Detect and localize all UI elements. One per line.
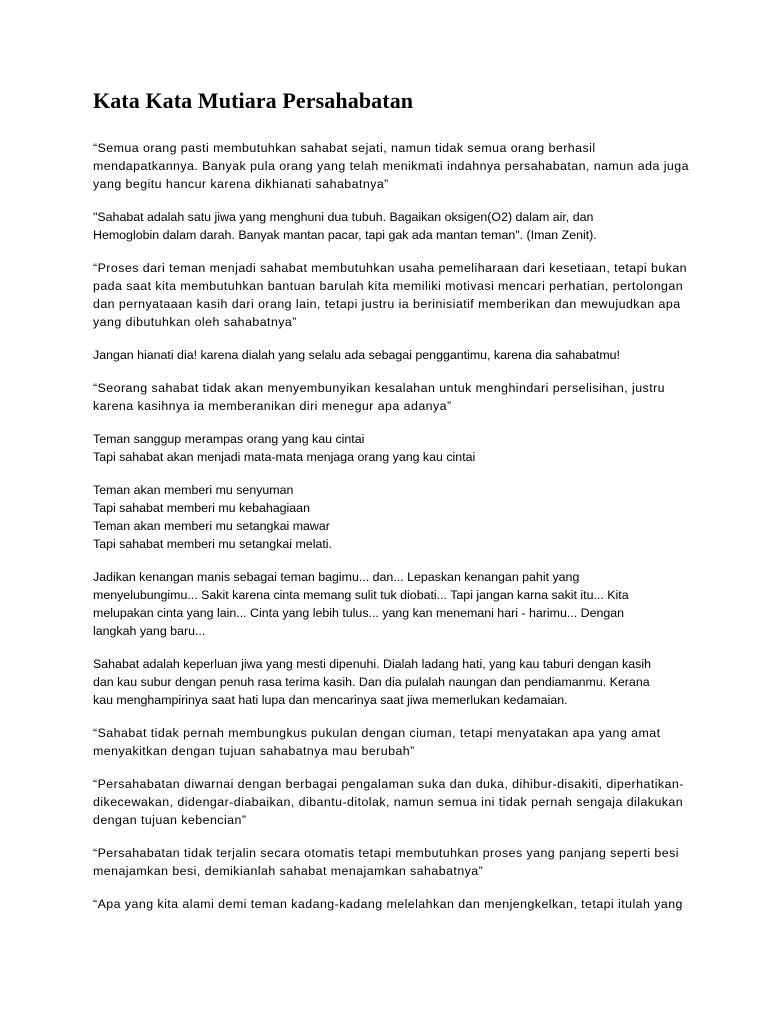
quote-paragraph [93, 895, 683, 913]
paragraph-line: "Sahabat adalah satu jiwa yang menghuni dua tubuh. Bagaikan oksigen(O2) dalam air, dan [93, 210, 594, 224]
paragraph-line: Teman akan memberi mu setangkai mawar [93, 519, 330, 533]
paragraph-line: “Persahabatan tidak terjalin secara otomatis tetapi membutuhkan proses yang panjang seperti besi [93, 846, 679, 860]
paragraph-line: Tapi sahabat memberi mu kebahagiaan [93, 501, 310, 515]
document-content [93, 88, 689, 928]
paragraph-line: Teman akan memberi mu senyuman [93, 483, 294, 497]
paragraph-line: “Semua orang pasti membutuhkan sahabat sejati, namun tidak semua orang berhasil [93, 141, 596, 155]
paragraph-line: yang dibutuhkan oleh sahabatnya” [93, 315, 297, 329]
quote-paragraph [93, 844, 683, 880]
paragraph-line: Hemoglobin dalam darah. Banyak mantan pacar, tapi gak ada mantan teman". (Iman Zenit). [93, 228, 597, 242]
paragraph-line: dengan tujuan kebencian” [93, 813, 247, 827]
page-title: Kata Kata Mutiara Persahabatan [93, 88, 414, 113]
paragraph-line: dan kau subur dengan penuh rasa terima kasih. Dan dia pulalah naungan dan pendiamanmu. Kerana [93, 675, 650, 689]
paragraph-list [93, 139, 689, 913]
paragraph-line: melupakan cinta yang lain... Cinta yang lebih tulus... yang kan menemani hari - harimu... Dengan [93, 606, 625, 620]
paragraph-line: karena kasihnya ia memberanikan diri menegur apa adanya” [93, 399, 452, 413]
quote-paragraph [93, 259, 688, 331]
paragraph-line: “Persahabatan diwarnai dengan berbagai pengalaman suka dan duka, dihibur-disakiti, diperhatikan- [93, 777, 684, 791]
paragraph-line: dikecewakan, didengar-diabaikan, dibantu-ditolak, namun semua ini tidak pernah sengaja dilakukan [93, 795, 684, 809]
paragraph-line: yang begitu hancur karena dikhianati sahabatnya” [93, 177, 389, 191]
paragraph-line: Sahabat adalah keperluan jiwa yang mesti dipenuhi. Dialah ladang hati, yang kau taburi dengan kasih [93, 657, 651, 671]
paragraph-line: pada saat kita membutuhkan bantuan barulah kita memiliki motivasi mencari perhatian, pertolongan [93, 279, 684, 293]
quote-paragraph [93, 724, 683, 760]
paragraph-line: Tapi sahabat memberi mu setangkai melati. [93, 537, 332, 551]
paragraph-line: “Seorang sahabat tidak akan menyembunyikan kesalahan untuk menghindari perselisihan, justru [93, 381, 666, 395]
paragraph-line: dan pernyataaan kasih dari orang lain, tetapi justru ia berinisiatif memberikan dan mewujudkan apa [93, 297, 681, 311]
quote-paragraph [93, 139, 689, 193]
quote-paragraph [93, 430, 683, 466]
paragraph-line: Jadikan kenangan manis sebagai teman bagimu... dan... Lepaskan kenangan pahit yang [93, 570, 580, 584]
quote-paragraph [93, 655, 683, 709]
paragraph-line: Jangan hianati dia! karena dialah yang selalu ada sebagai penggantimu, karena dia sahabatmu! [93, 348, 620, 362]
quote-paragraph [93, 481, 683, 553]
quote-paragraph [93, 346, 683, 364]
paragraph-line: “Sahabat tidak pernah membungkus pukulan dengan ciuman, tetapi menyatakan apa yang amat [93, 726, 661, 740]
paragraph-line: menyelubungimu... Sakit karena cinta memang sulit tuk diobati... Tapi jangan karna sakit itu... Kita [93, 588, 629, 602]
paragraph-line: langkah yang baru... [93, 624, 206, 638]
paragraph-line: “Proses dari teman menjadi sahabat membutuhkan usaha pemeliharaan dari kesetiaan, tetapi bukan [93, 261, 688, 275]
quote-paragraph [93, 568, 683, 640]
paragraph-line: kau menghampirinya saat hati lupa dan mencarinya saat jiwa memerlukan kedamaian. [93, 693, 568, 707]
paragraph-line: menyakitkan dengan tujuan sahabatnya mau berubah” [93, 744, 415, 758]
quote-paragraph [93, 379, 683, 415]
quote-paragraph [93, 208, 683, 244]
paragraph-line: Tapi sahabat akan menjadi mata-mata menjaga orang yang kau cintai [93, 450, 476, 464]
paragraph-line: Teman sanggup merampas orang yang kau cintai [93, 432, 365, 446]
quote-paragraph [93, 775, 683, 829]
paragraph-line: “Apa yang kita alami demi teman kadang-kadang melelahkan dan menjengkelkan, tetapi itulah yang [93, 897, 683, 911]
paragraph-line: mendapatkannya. Banyak pula orang yang telah menikmati indahnya persahabatan, namun ada juga [93, 159, 689, 173]
paragraph-line: menajamkan besi, demikianlah sahabat menajamkan sahabatnya” [93, 864, 484, 878]
